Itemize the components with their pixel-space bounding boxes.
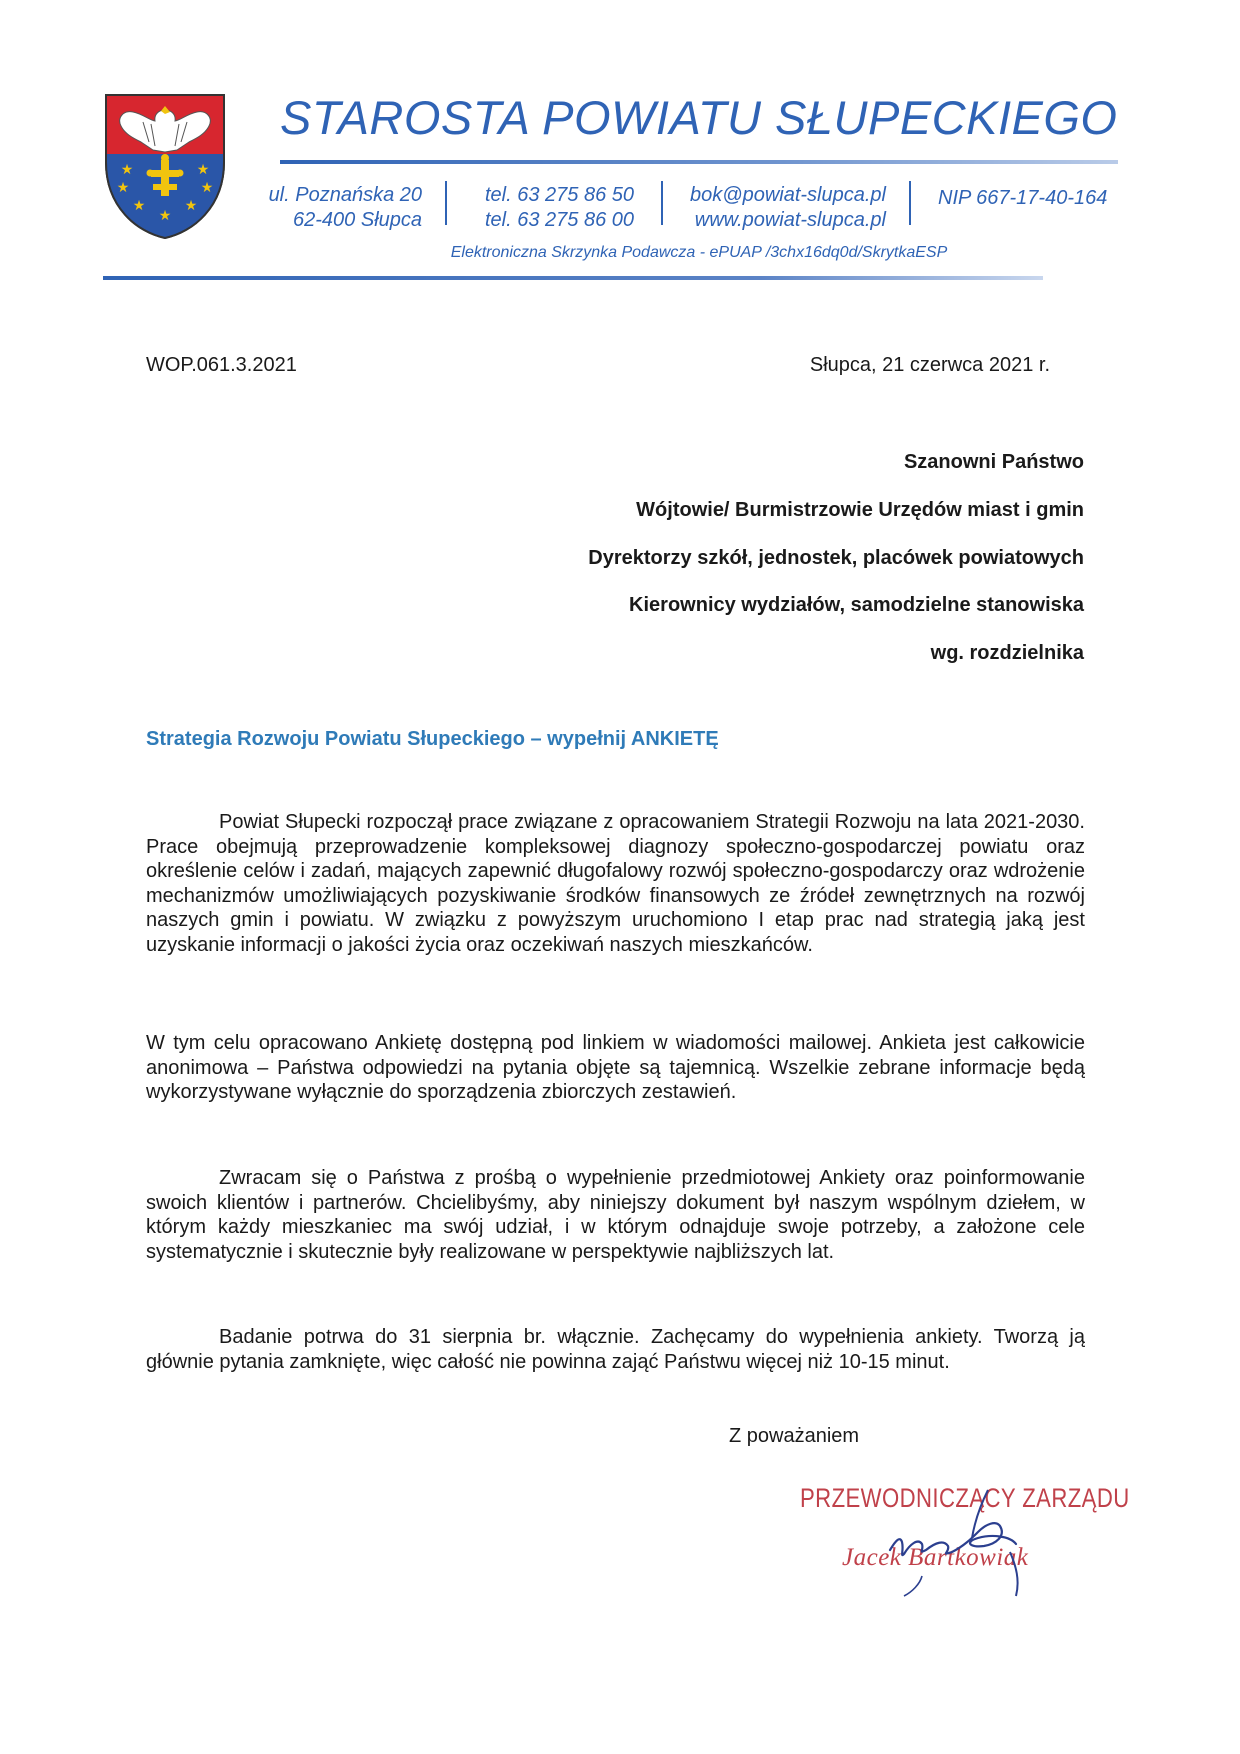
letter-date: Słupca, 21 czerwca 2021 r. bbox=[809, 354, 1050, 376]
postal-code-line: 62-400 Słupca bbox=[293, 209, 422, 231]
svg-text:★: ★ bbox=[158, 208, 172, 224]
stamp-title: PRZEWODNICZĄCY ZARZĄDU bbox=[800, 1483, 1130, 1513]
body-paragraph bbox=[146, 1031, 1085, 1105]
handwritten-signature bbox=[860, 1480, 1050, 1600]
body-paragraph bbox=[146, 1166, 1085, 1264]
office-title: STAROSTA POWIATU SŁUPECKIEGO bbox=[280, 91, 1118, 144]
svg-text:★: ★ bbox=[196, 162, 210, 178]
coat-of-arms-logo bbox=[103, 92, 227, 240]
address-line: ul. Poznańska 20 bbox=[268, 184, 422, 206]
svg-text:★: ★ bbox=[116, 180, 130, 196]
addressee-line: Kierownicy wydziałów, samodzielne stanowiska bbox=[629, 594, 1084, 616]
contact-divider bbox=[909, 181, 911, 225]
addressee-line: Dyrektorzy szkół, jednostek, placówek powiatowych bbox=[588, 547, 1084, 569]
closing-phrase: Z poważaniem bbox=[729, 1425, 860, 1447]
epuap-address: Elektroniczna Skrzynka Podawcza - ePUAP /3chx16dq0d/SkrytkaESP bbox=[450, 244, 948, 261]
address-block bbox=[250, 183, 422, 233]
online-contact-block bbox=[690, 183, 886, 233]
svg-text:★: ★ bbox=[184, 198, 198, 214]
reference-number: WOP.061.3.2021 bbox=[146, 354, 297, 376]
body-paragraph bbox=[146, 810, 1085, 958]
contact-divider bbox=[445, 181, 447, 225]
stamp-name: Jacek Bartkowiak bbox=[842, 1544, 1029, 1571]
nip-number: NIP 667-17-40-164 bbox=[938, 187, 1108, 209]
paragraph-text: Badanie potrwa do 31 sierpnia br. włącznie. Zachęcamy do wypełnienia ankiety. Tworzą ją głównie pytania zamknięte, więc całość nie powinna zająć Państwu więcej niż 10-15 minut. bbox=[146, 1326, 1085, 1373]
svg-text:★: ★ bbox=[200, 180, 214, 196]
addressee-line: wg. rozdzielnika bbox=[930, 642, 1084, 664]
paragraph-text: Powiat Słupecki rozpoczął prace związane z opracowaniem Strategii Rozwoju na lata 2021-2030. Prace obejmują przeprowadzenie kompleksowej diagnozy społeczno-gospodarczej powiatu oraz określenie celów i zadań, mających zapewnić długofalowy rozwój społeczno-gospodarczy oraz wdrożenie mechanizmów umożliwiających pozyskiwanie środków finansowych ze źródeł zewnętrznych na rozwój naszych gmin i powiatu. W związku z powyższym uruchomiono I etap prac nad strategią jaką jest uzyskanie informacji o jakości życia oraz oczekiwań naszych mieszkańców. bbox=[146, 811, 1085, 956]
letterhead-bottom-rule bbox=[103, 276, 1043, 280]
email-link[interactable]: bok@powiat-slupca.pl bbox=[690, 184, 886, 206]
letterhead-top-rule bbox=[280, 160, 1118, 164]
phone-line: tel. 63 275 86 50 bbox=[484, 184, 634, 206]
phone-block bbox=[476, 183, 634, 233]
paragraph-text: W tym celu opracowano Ankietę dostępną pod linkiem w wiadomości mailowej. Ankieta jest całkowicie anonimowa – Państwa odpowiedzi na pytania objęte są tajemnicą. Wszelkie zebrane informacje będą wykorzystywane wyłącznie do sporządzenia zbiorczych zestawień. bbox=[146, 1032, 1085, 1104]
addressee-line: Szanowni Państwo bbox=[903, 451, 1084, 473]
paragraph-text: Zwracam się o Państwa z prośbą o wypełnienie przedmiotowej Ankiety oraz poinformowanie swoich klientów i partnerów. Chcielibyśmy, aby niniejszy dokument był naszym wspólnym dziełem, w którym każdy mieszkaniec ma swój udział, i w którym odnajduje swoje potrzeby, a założone cele systematycznie i skutecznie były realizowane w perspektywie najbliższych lat. bbox=[146, 1167, 1085, 1263]
svg-text:★: ★ bbox=[120, 162, 134, 178]
contact-divider bbox=[661, 181, 663, 225]
body-paragraph bbox=[146, 1325, 1085, 1374]
website-link[interactable]: www.powiat-slupca.pl bbox=[694, 209, 886, 231]
letter-subject: Strategia Rozwoju Powiatu Słupeckiego – wypełnij ANKIETĘ bbox=[146, 728, 719, 750]
svg-text:★: ★ bbox=[132, 198, 146, 214]
phone-line: tel. 63 275 86 00 bbox=[484, 209, 634, 231]
addressee-line: Wójtowie/ Burmistrzowie Urzędów miast i gmin bbox=[636, 499, 1084, 521]
